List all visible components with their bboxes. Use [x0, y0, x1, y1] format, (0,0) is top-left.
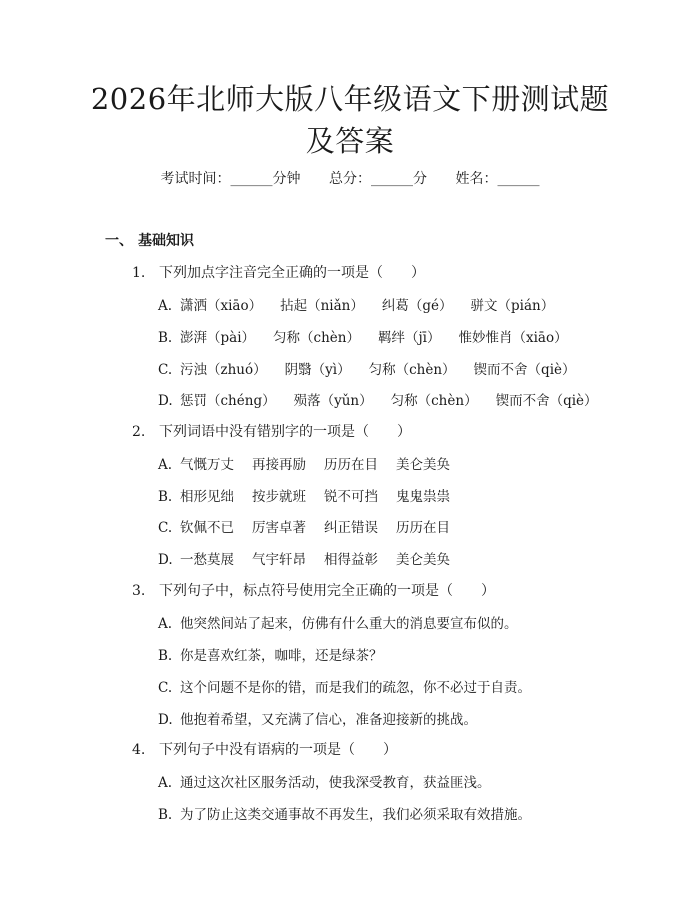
option-word: 纠葛（gé） [381, 298, 453, 314]
q3-option-a [158, 612, 518, 632]
option-word: 气慨万丈 [180, 457, 234, 473]
option-word: 再接再励 [252, 457, 306, 473]
section-title: 基础知识 [138, 233, 194, 249]
question-number: 2. [132, 424, 146, 440]
option-word: 澎湃（pài） [180, 330, 256, 346]
option-word: 气宇轩昂 [252, 552, 306, 568]
option-word: 一愁莫展 [180, 552, 234, 568]
option-word: 鬼鬼祟祟 [396, 489, 450, 505]
option-word: 厉害卓著 [252, 520, 306, 536]
option-label: A. [158, 616, 173, 632]
option-word: 相得益彰 [324, 552, 378, 568]
option-label: A. [158, 457, 173, 473]
option-word: 相形见绌 [180, 489, 234, 505]
option-label: B. [158, 330, 173, 346]
option-word: 拈起（niǎn） [280, 298, 364, 314]
option-word: 殒落（yǔn） [293, 393, 373, 409]
q1-option-c [158, 358, 576, 378]
option-word: 按步就班 [252, 489, 306, 505]
question-text: 下列句子中，标点符号使用完全正确的一项是（ ） [159, 583, 495, 599]
option-sentence: 你是喜欢红茶，咖啡，还是绿茶？ [180, 648, 383, 664]
option-word: 历历在目 [396, 520, 450, 536]
question-text: 下列加点字注音完全正确的一项是（ ） [159, 265, 425, 281]
option-sentence: 他突然间站了起来，仿佛有什么重大的消息要宣布似的。 [180, 616, 518, 632]
exam-time-field: 考试时间：______分钟 [160, 171, 301, 187]
page-title: 2026年北师大版八年级语文下册测试题及答案 [90, 82, 610, 158]
option-word: 骈文（pián） [470, 298, 555, 314]
option-word: 匀称（chèn） [368, 362, 456, 378]
question-number: 4. [132, 742, 146, 758]
q1-option-a [158, 294, 554, 314]
q2-option-a [158, 453, 450, 473]
option-word: 污浊（zhuó） [180, 362, 267, 378]
option-label: C. [158, 520, 173, 536]
option-word: 匀称（chèn） [273, 330, 360, 346]
question-4 [132, 739, 397, 759]
option-sentence: 为了防止这类交通事故不再发生，我们必须采取有效措施。 [180, 807, 531, 823]
option-sentence: 通过这次社区服务活动，使我深受教育，获益匪浅。 [180, 775, 491, 791]
option-word: 锲而不舍（qiè） [495, 393, 598, 409]
option-label: A. [158, 775, 173, 791]
exam-score-field: 总分：______分 [329, 171, 427, 187]
option-word: 匀称（chèn） [390, 393, 478, 409]
q2-option-c [158, 516, 450, 536]
option-word: 美仑美奂 [396, 457, 450, 473]
option-label: B. [158, 648, 173, 664]
q4-option-b [158, 803, 531, 823]
q1-option-b [158, 326, 568, 346]
option-label: B. [158, 807, 173, 823]
option-label: D. [158, 393, 173, 409]
option-sentence: 这个问题不是你的错，而是我们的疏忽，你不必过于自责。 [180, 680, 531, 696]
option-word: 锲而不舍（qiè） [473, 362, 576, 378]
q3-option-c [158, 676, 531, 696]
option-word: 历历在目 [324, 457, 378, 473]
q4-option-a [158, 771, 491, 791]
option-word: 纠正错误 [324, 520, 378, 536]
question-text: 下列词语中没有错别字的一项是（ ） [159, 424, 411, 440]
question-number: 3. [132, 583, 146, 599]
option-label: B. [158, 489, 173, 505]
option-word: 惟妙惟肖（xiāo） [458, 330, 568, 346]
exam-name-field: 姓名：______ [455, 171, 540, 187]
option-word: 潇洒（xiāo） [180, 298, 263, 314]
option-label: C. [158, 680, 173, 696]
option-word: 阴翳（yì） [284, 362, 351, 378]
option-word: 钦佩不已 [180, 520, 234, 536]
question-1 [132, 262, 425, 282]
option-label: D. [158, 712, 173, 728]
option-label: A. [158, 298, 173, 314]
option-word: 羁绊（jī） [377, 330, 441, 346]
question-text: 下列句子中没有语病的一项是（ ） [159, 742, 397, 758]
option-sentence: 他抱着希望，又充满了信心，准备迎接新的挑战。 [180, 712, 477, 728]
question-2 [132, 421, 411, 441]
question-3 [132, 580, 495, 600]
option-label: C. [158, 362, 173, 378]
section-heading [105, 230, 194, 250]
option-word: 惩罚（chéng） [180, 393, 276, 409]
option-word: 锐不可挡 [324, 489, 378, 505]
q3-option-b [158, 644, 383, 664]
q2-option-b [158, 485, 450, 505]
option-word: 美仑美奂 [396, 552, 450, 568]
exam-info-line [0, 168, 700, 188]
q2-option-d [158, 548, 450, 568]
option-label: D. [158, 552, 173, 568]
q1-option-d [158, 389, 598, 409]
question-number: 1. [132, 265, 146, 281]
q3-option-d [158, 708, 477, 728]
section-number: 一、 [105, 233, 133, 249]
